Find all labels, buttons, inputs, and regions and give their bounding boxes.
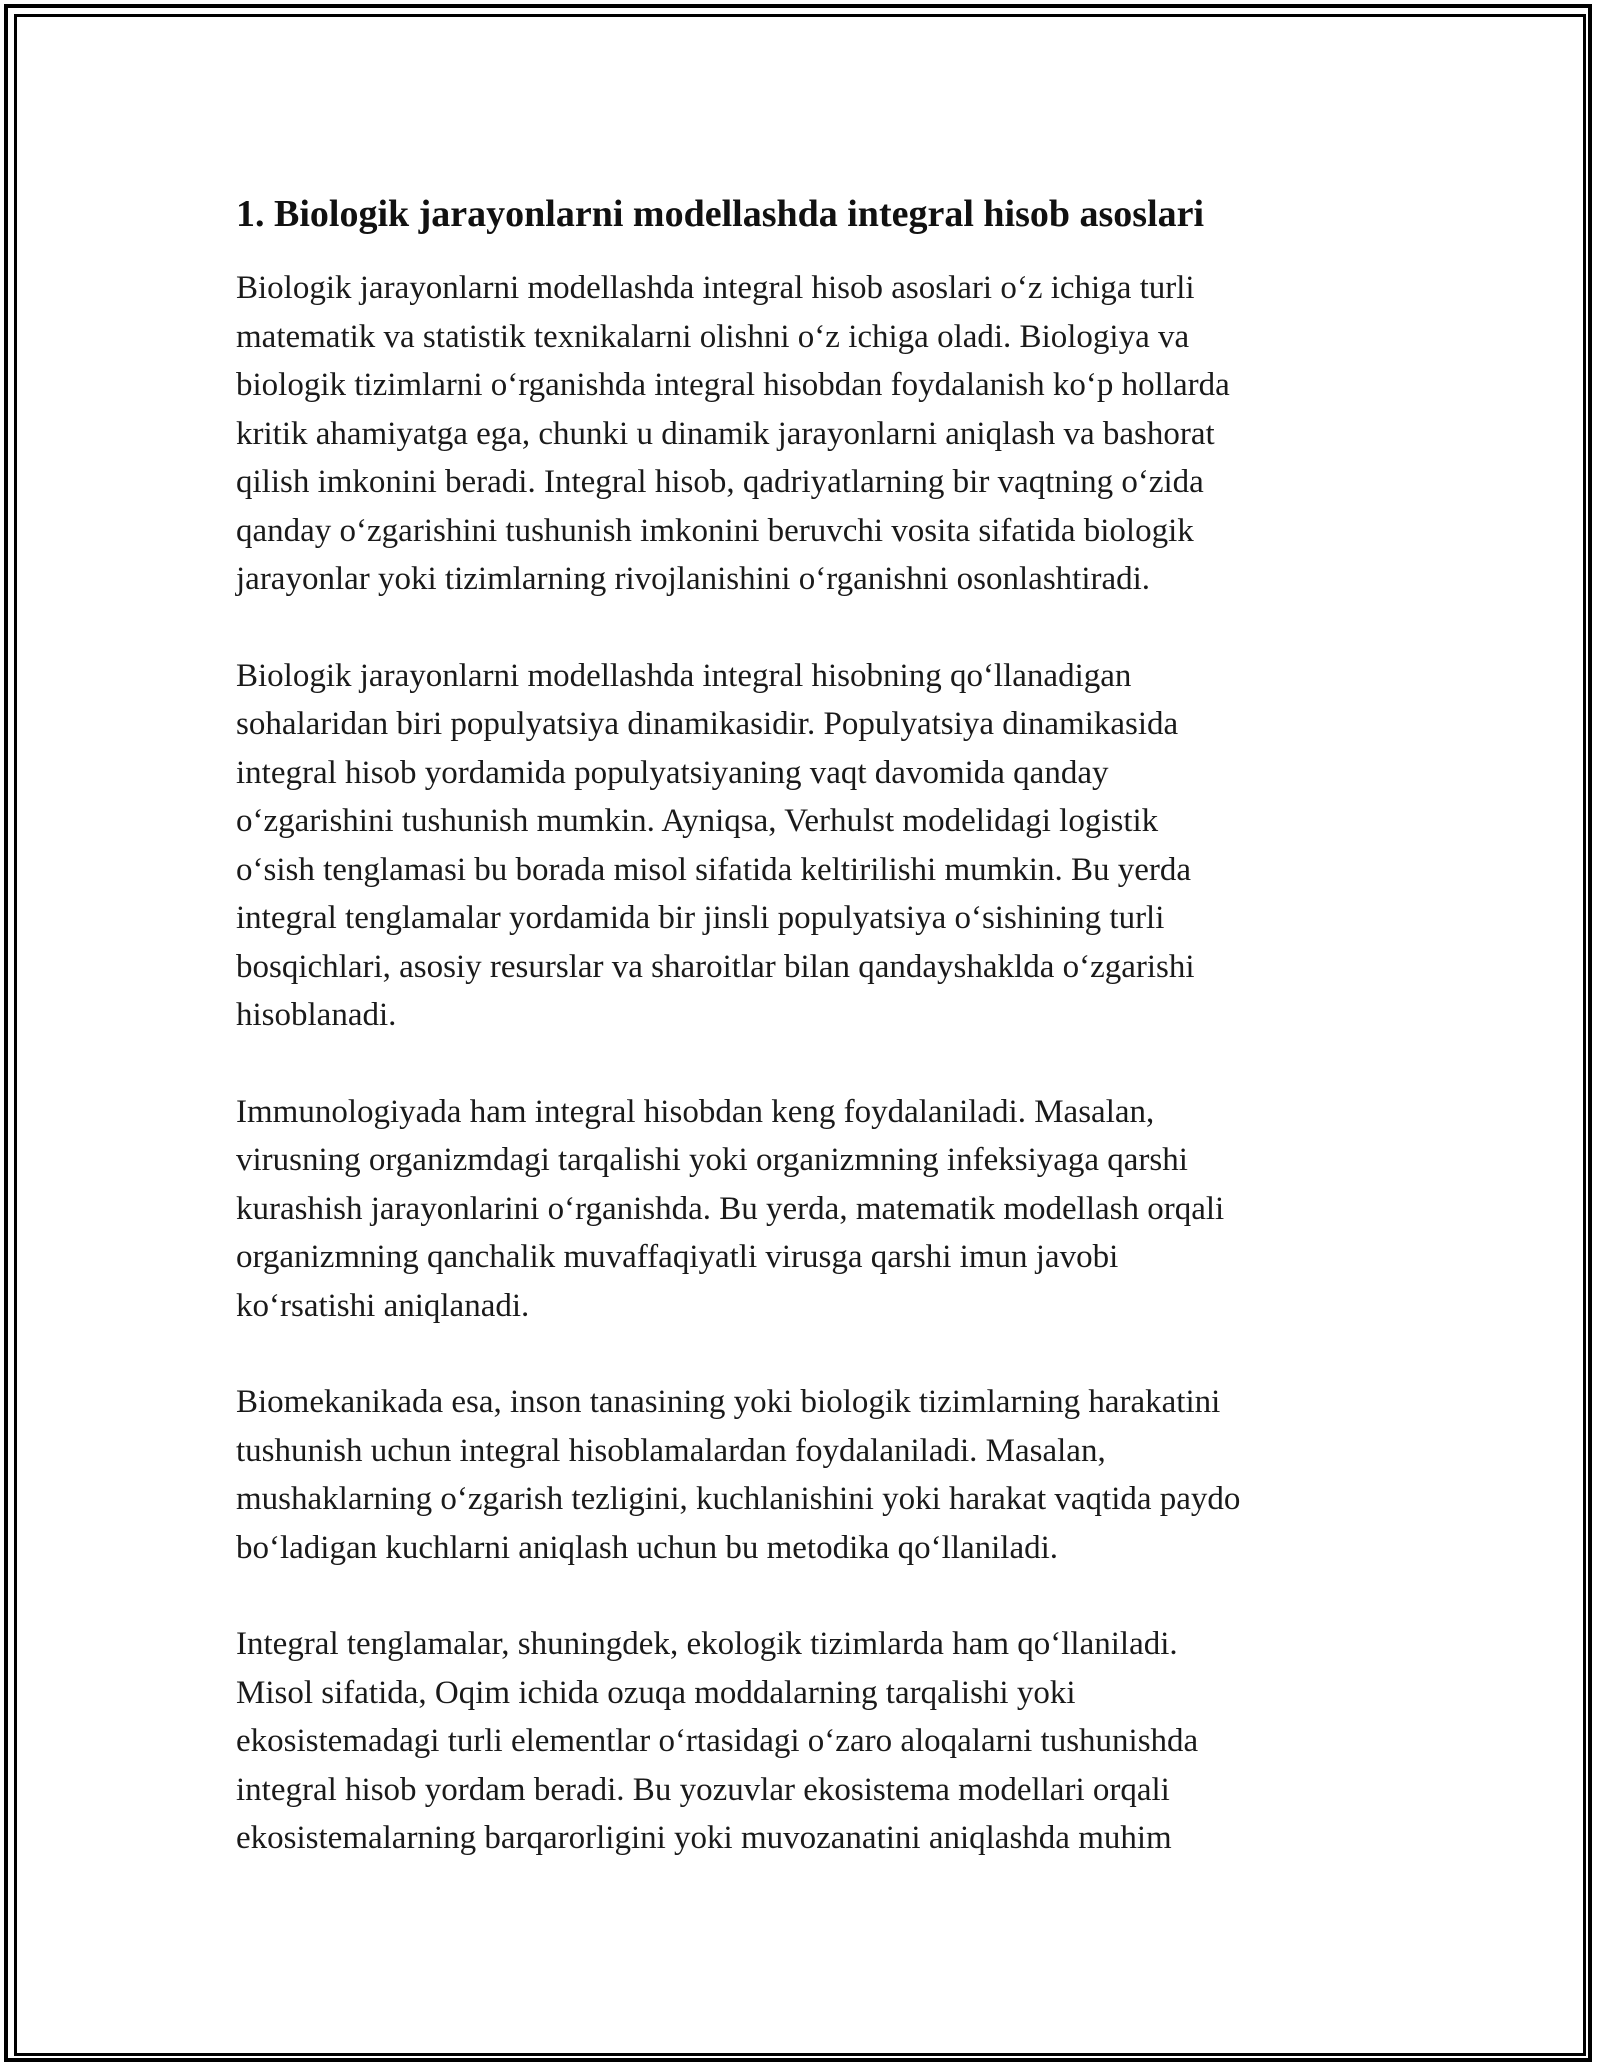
section-heading: 1. Biologik jarayonlarni modellashda integral hisob asoslari — [236, 193, 1205, 235]
paragraph-immunology: Immunologiyada ham integral hisobdan keng foydalaniladi. Masalan, virusning organizmdagi tarqalishi yoki organizmning infeksiyaga qarshi kurashish jarayonlarini o‘rganishda. Bu yerda, matematik modellash orqali organizmning qanchalik muvaffaqiyatli virusga qarshi imun javobi ko‘rsatishi aniqlanadi. — [236, 1093, 1225, 1324]
paragraph-biomechanics: Biomekanikada esa, inson tanasining yoki biologik tizimlarning harakatini tushunish uchun integral hisoblamalardan foydalaniladi. Masalan, mushaklarning o‘zgarish tezligini, kuchlanishini yoki harakat vaqtida paydo bo‘ladigan kuchlarni aniqlash uchun bu metodika qo‘llaniladi. — [236, 1384, 1241, 1566]
paragraph-population-dynamics: Biologik jarayonlarni modellashda integral hisobning qo‘llanadigan sohalaridan biri populyatsiya dinamikasidir. Populyatsiya dinamikasida integral hisob yordamida populyatsiyaning vaqt davomida qanday o‘zgarishini tushunish mumkin. Ayniqsa, Verhulst modelidagi logistik o‘sish tenglamasi bu borada misol sifatida keltirilishi mumkin. Bu yerda integral tenglamalar yordamida bir jinsli populyatsiya o‘sishining turli bosqichlari, asosiy resurslar va sharoitlar bilan qandayshaklda o‘zgarishi hisoblanadi. — [236, 657, 1195, 1033]
paragraph-ecology: Integral tenglamalar, shuningdek, ekologik tizimlarda ham qo‘llaniladi. Misol sifatida, Oqim ichida ozuqa moddalarning tarqalishi yoki ekosistemadagi turli elementlar o‘rtasidagi o‘zaro aloqalarni tushunishda integral hisob yordam beradi. Bu yozuvlar ekosistema modellari orqali ekosistemalarning barqarorligini yoki muvozanatini aniqlashda muhim — [236, 1626, 1199, 1856]
document-body — [236, 190, 1366, 1911]
paragraph-intro: Biologik jarayonlarni modellashda integral hisob asoslari o‘z ichiga turli matematik va statistik texnikalarni olishni o‘z ichiga oladi. Biologiya va biologik tizimlarni o‘rganishda integral hisobdan foydalanish ko‘p hollarda kritik ahamiyatga ega, chunki u dinamik jarayonlarni aniqlash va bashorat qilish imkonini beradi. Integral hisob, qadriyatlarning bir vaqtning o‘zida qanday o‘zgarishini tushunish imkonini beruvchi vosita sifatida biologik jarayonlar yoki tizimlarning rivojlanishini o‘rganishni osonlashtiradi. — [236, 270, 1230, 597]
